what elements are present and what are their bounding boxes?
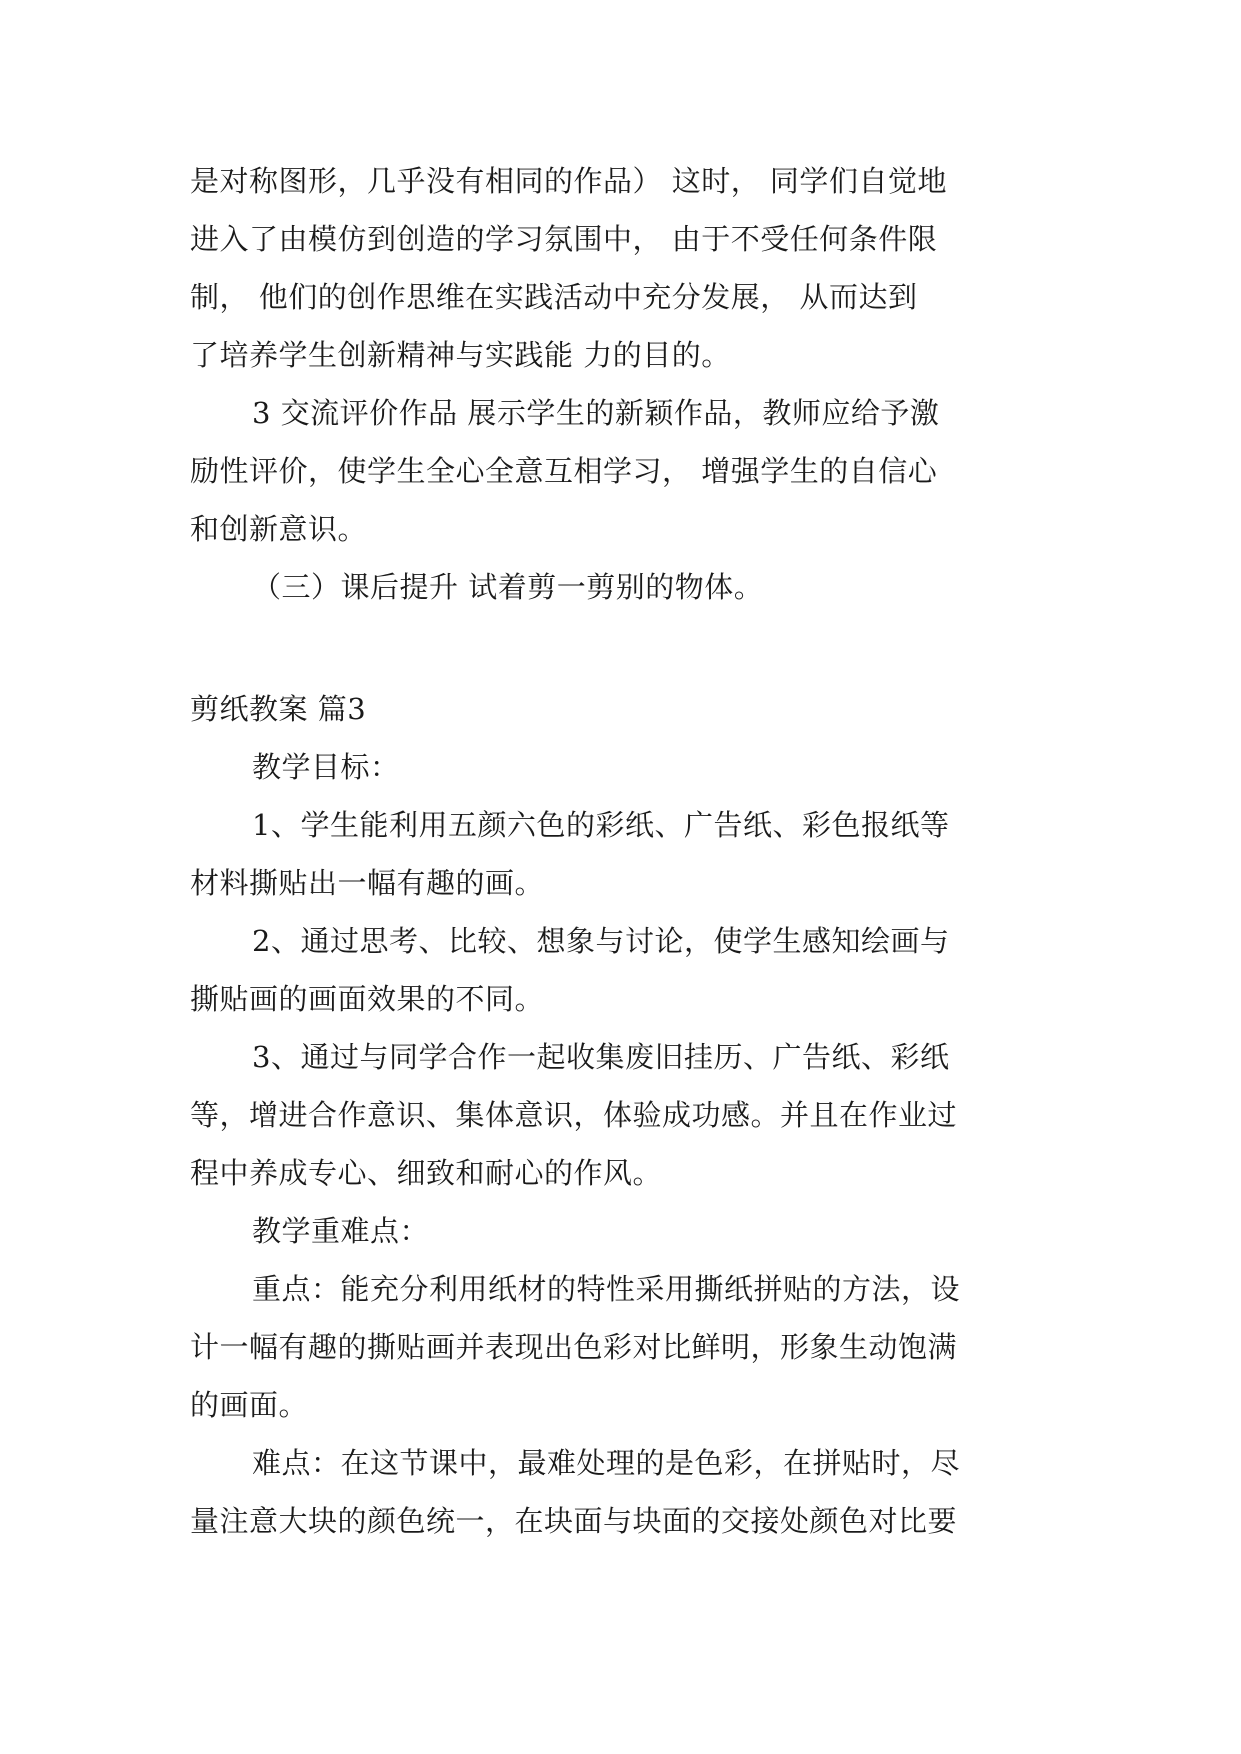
text-line: 1、学生能利用五颜六色的彩纸、广告纸、彩色报纸等 xyxy=(252,808,950,842)
goal-2 xyxy=(190,912,1050,1028)
text-line: 重点：能充分利用纸材的特性采用撕纸拼贴的方法，设 xyxy=(252,1272,961,1306)
text-line: 计一幅有趣的撕贴画并表现出色彩对比鲜明，形象生动饱满 xyxy=(190,1330,958,1364)
text-line: 难点：在这节课中，最难处理的是色彩，在拼贴时，尽 xyxy=(252,1446,961,1480)
difficult-point xyxy=(190,1434,1050,1550)
text-line: 进入了由模仿到创造的学习氛围中， 由于不受任何条件限 xyxy=(190,222,938,256)
text-line: 励性评价，使学生全心全意互相学习， 增强学生的自信心 xyxy=(190,454,938,488)
text-line: 和创新意识。 xyxy=(190,512,368,546)
text-line: 2、通过思考、比较、想象与讨论，使学生感知绘画与 xyxy=(252,924,950,958)
goal-1 xyxy=(190,796,1050,912)
text-line: 3、通过与同学合作一起收集废旧挂历、广告纸、彩纸 xyxy=(252,1040,950,1074)
text-line: 程中养成专心、细致和耐心的作风。 xyxy=(190,1156,663,1190)
key-point xyxy=(190,1260,1050,1434)
text-line: 是对称图形，几乎没有相同的作品） 这时， 同学们自觉地 xyxy=(190,164,947,198)
spacer xyxy=(190,616,1050,680)
document-body xyxy=(190,152,1050,1550)
text-line: 材料撕贴出一幅有趣的画。 xyxy=(190,866,545,900)
text-line: （三）课后提升 试着剪一剪别的物体。 xyxy=(252,570,764,604)
goals-heading: 教学目标： xyxy=(252,750,400,784)
text-line: 制， 他们的创作思维在实践活动中充分发展， 从而达到 xyxy=(190,280,918,314)
text-line: 的画面。 xyxy=(190,1388,309,1422)
text-line: 撕贴画的画面效果的不同。 xyxy=(190,982,545,1016)
text-line: 了培养学生创新精神与实践能 力的目的。 xyxy=(190,338,731,372)
paragraph-after-class xyxy=(190,558,1050,616)
text-line: 等，增进合作意识、集体意识，体验成功感。并且在作业过 xyxy=(190,1098,958,1132)
text-line: 3 交流评价作品 展示学生的新颖作品，教师应给予激 xyxy=(252,396,940,430)
text-line: 量注意大块的颜色统一，在块面与块面的交接处颜色对比要 xyxy=(190,1504,958,1538)
paragraph-continued xyxy=(190,152,1050,384)
difficulty-heading: 教学重难点： xyxy=(252,1214,430,1248)
goal-3 xyxy=(190,1028,1050,1202)
paragraph-evaluation xyxy=(190,384,1050,558)
section-title: 剪纸教案 篇3 xyxy=(190,692,367,726)
